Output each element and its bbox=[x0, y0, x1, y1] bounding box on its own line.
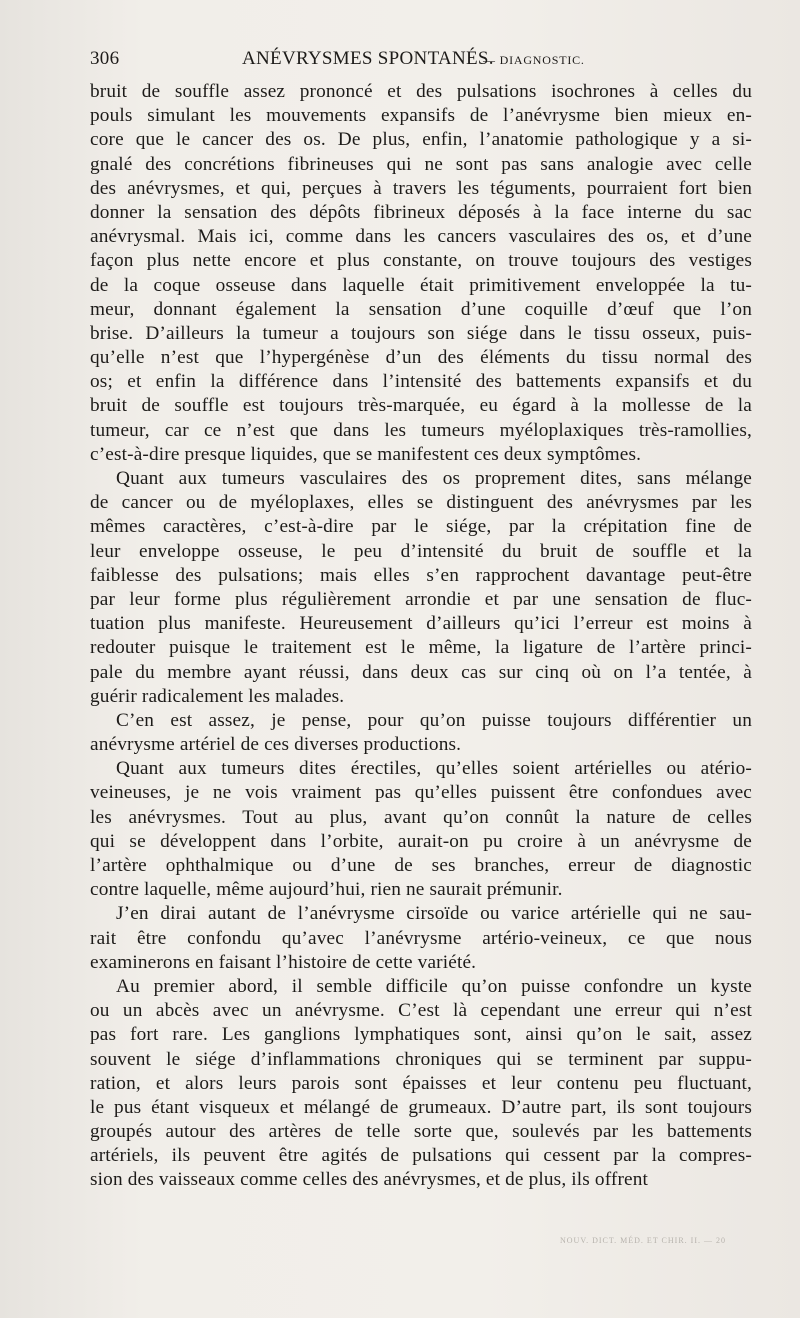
text-line: artériels, ils peuvent être agités de pulsations qui cessent par la compres- bbox=[90, 1145, 752, 1167]
text-line: anévrysme artériel de ces diverses productions. bbox=[90, 734, 462, 756]
running-head bbox=[90, 48, 754, 76]
text-line: Quant aux tumeurs vasculaires des os proprement dites, sans mélange bbox=[116, 468, 752, 489]
text-line: rait être confondu qu’avec l’anévrysme artério-veineux, ce que nous bbox=[90, 927, 752, 949]
text-line: pouls simulant les mouvements expansifs de l’anévrysme bien mieux en- bbox=[90, 105, 752, 127]
text-line: J’en dirai autant de l’anévrysme cirsoïde ou varice artérielle qui ne sau- bbox=[116, 903, 752, 925]
text-line: anévrysmal. Mais ici, comme dans les cancers vasculaires des os, et d’une bbox=[90, 226, 752, 248]
text-line: guérir radicalement les malades. bbox=[90, 685, 345, 707]
text-line: contre laquelle, même aujourd’hui, rien ne saurait prémunir. bbox=[90, 879, 563, 901]
text-line: mêmes caractères, c’est-à-dire par le siége, par la crépitation fine de bbox=[90, 516, 752, 538]
text-line: sion des vaisseaux comme celles des anévrysmes, et de plus, ils offrent bbox=[90, 1169, 649, 1191]
text-line: l’artère ophthalmique ou d’une de ses branches, erreur de diagnostic bbox=[90, 855, 752, 876]
text-line: brise. D’ailleurs la tumeur a toujours son siége dans le tissu osseux, puis- bbox=[90, 322, 752, 344]
text-line: ou un abcès avec un anévrysme. C’est là cependant une erreur qui n’est bbox=[90, 1000, 752, 1022]
text-line: Quant aux tumeurs dites érectiles, qu’elles soient artérielles ou atério- bbox=[116, 758, 752, 780]
text-line: examinerons en faisant l’histoire de cette variété. bbox=[90, 951, 477, 973]
text-line: faiblesse des pulsations; mais elles s’en rapprochent davantage peut-être bbox=[90, 564, 752, 586]
text-line: qui se développent dans l’orbite, aurait-on pu croire à un anévrysme de bbox=[90, 830, 752, 852]
text-line: c’est-à-dire presque liquides, que se manifestent ces deux symptômes. bbox=[90, 443, 642, 465]
text-line: par leur forme plus régulièrement arrondie et par une sensation de fluc- bbox=[90, 588, 752, 610]
text-line: core que le cancer des os. De plus, enfin, l’anatomie pathologique y a si- bbox=[90, 129, 752, 151]
section-label: — DIAGNOSTIC. bbox=[483, 53, 585, 67]
text-line: tuation plus manifeste. Heureusement d’ailleurs qu’ici l’erreur est moins à bbox=[90, 613, 752, 635]
paragraph bbox=[90, 80, 752, 467]
text-line: pale du membre ayant réussi, dans deux cas sur cinq où on l’a tentée, à bbox=[90, 661, 752, 683]
text-line: C’en est assez, je pense, pour qu’on puisse toujours différentier un bbox=[116, 709, 752, 731]
text-line: redouter puisque le traitement est le même, la ligature de l’artère princi- bbox=[90, 637, 752, 659]
text-line: veineuses, je ne vois vraiment pas qu’elles puissent être confondues avec bbox=[90, 782, 752, 804]
paragraph bbox=[90, 757, 752, 902]
text-line: bruit de souffle assez prononcé et des pulsations isochrones à celles du bbox=[90, 81, 752, 102]
paragraph bbox=[90, 902, 752, 975]
text-line: de cancer ou de myéloplaxes, elles se distinguent des anévrysmes par les bbox=[90, 492, 752, 514]
running-section bbox=[483, 48, 585, 70]
running-title: ANÉVRYSMES SPONTANÉS. bbox=[242, 48, 494, 69]
text-line: tumeur, car ce n’est que dans les tumeurs myéloplaxiques très-ramollies, bbox=[90, 419, 752, 441]
text-line: donner la sensation des dépôts fibrineux déposés à la face interne du sac bbox=[90, 201, 752, 223]
signature-mark: NOUV. DICT. MÉD. ET CHIR. II. — 20 bbox=[560, 1236, 726, 1245]
text-line: meur, donnant également la sensation d’une coquille d’œuf que l’on bbox=[90, 298, 752, 320]
paragraph bbox=[90, 467, 752, 709]
text-line: façon plus nette encore et plus constante, on trouve toujours des vestiges bbox=[90, 250, 752, 272]
body-text bbox=[90, 80, 752, 1193]
text-line: ration, et alors leurs parois sont épaisses et leur contenu peu fluctuant, bbox=[90, 1072, 752, 1094]
text-line: Au premier abord, il semble difficile qu’on puisse confondre un kyste bbox=[116, 975, 752, 997]
text-line: bruit de souffle est toujours très-marquée, eu égard à la mollesse de la bbox=[90, 395, 752, 417]
text-line: os; et enfin la différence dans l’intensité des battements expansifs et du bbox=[90, 371, 752, 393]
text-line: pas fort rare. Les ganglions lymphatiques sont, ainsi qu’on le sait, assez bbox=[90, 1024, 752, 1046]
text-line: le pus étant visqueux et mélangé de grumeaux. D’autre part, ils sont toujours bbox=[90, 1096, 752, 1118]
text-line: des anévrysmes, et qui, perçues à travers les téguments, pourraient fort bien bbox=[90, 177, 752, 199]
paragraph bbox=[90, 975, 752, 1193]
text-line: de la coque osseuse dans laquelle était primitivement enveloppée la tu- bbox=[90, 274, 752, 296]
paragraph bbox=[90, 709, 752, 757]
text-line: groupés autour des artères de telle sorte que, soulevés par les battements bbox=[90, 1121, 752, 1143]
text-line: souvent le siége d’inflammations chroniques qui se terminent par suppu- bbox=[90, 1048, 752, 1070]
text-line: gnalé des concrétions fibrineuses qui ne sont pas sans analogie avec celle bbox=[90, 153, 752, 175]
text-line: leur enveloppe osseuse, le peu d’intensité du bruit de souffle et la bbox=[90, 540, 752, 562]
text-line: les anévrysmes. Tout au plus, avant qu’on connût la nature de celles bbox=[90, 806, 752, 828]
page-number: 306 bbox=[90, 48, 120, 69]
text-line: qu’elle n’est que l’hypergénèse d’un des éléments du tissu normal des bbox=[90, 347, 752, 369]
